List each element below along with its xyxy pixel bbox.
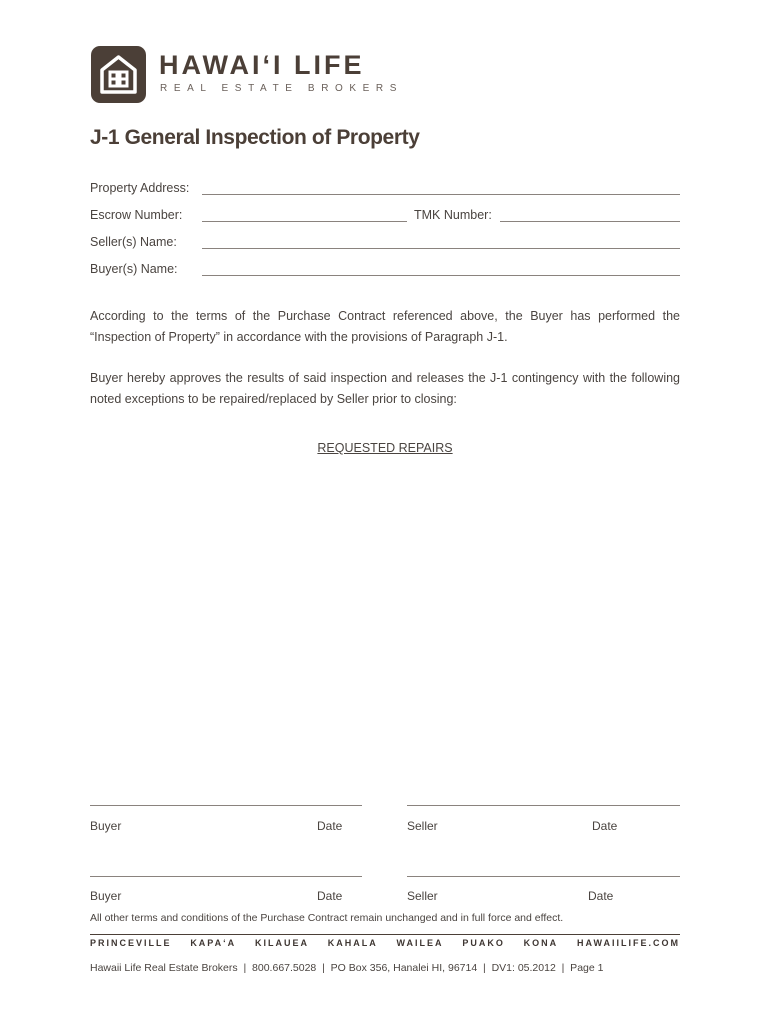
website-link[interactable]: HAWAIILIFE.COM [576,938,680,948]
paragraph-buyer-approval: Buyer hereby approves the results of said inspection and releases the J-1 contingency with the following noted exceptions to be repaired/replaced by Seller prior to closing: [90,371,680,406]
tmk-number-line[interactable] [500,221,680,222]
buyer-label-1: Buyer [90,819,122,833]
sellers-name-line[interactable] [202,248,680,249]
location-kapaa: KAPA‘A [190,938,237,948]
seller-label-1: Seller [407,819,438,833]
buyer-date-label-1: Date [317,819,343,833]
page-footer: Hawaii Life Real Estate Brokers | 800.667.5028 | PO Box 356, Hanalei HI, 96714 | DV1: 05.2012 | Page 1 [90,962,604,974]
logo-tagline: REAL ESTATE BROKERS [160,83,404,94]
escrow-number-line[interactable] [202,221,407,222]
requested-repairs-heading: REQUESTED REPAIRS [317,441,453,455]
location-kona: KONA [523,938,559,948]
house-logo-icon [91,46,146,103]
sellers-name-label: Seller(s) Name: [90,235,177,249]
buyers-name-label: Buyer(s) Name: [90,262,178,276]
paragraph-inspection-performed: According to the terms of the Purchase Contract referenced above, the Buyer has performed the “Inspection of Property” in accordance with the provisions of Paragraph J-1. [90,309,680,344]
buyer-label-2: Buyer [90,889,122,903]
location-kahala: KAHALA [327,938,378,948]
seller-date-label-2: Date [588,889,614,903]
page-title: J-1 General Inspection of Property [90,126,420,149]
property-address-label: Property Address: [90,181,190,195]
location-puako: PUAKO [462,938,505,948]
seller-label-2: Seller [407,889,438,903]
seller-signature-line-1[interactable] [407,805,680,806]
office-locations [90,938,680,948]
buyer-signature-line-1[interactable] [90,805,362,806]
buyers-name-line[interactable] [202,275,680,276]
location-princeville: PRINCEVILLE [90,938,172,948]
footer-divider [90,934,680,935]
logo-company-name: HAWAI‘I LIFE [159,50,365,80]
location-wailea: WAILEA [396,938,444,948]
contract-notice: All other terms and conditions of the Purchase Contract remain unchanged and in full force and effect. [90,912,564,924]
seller-signature-line-2[interactable] [407,876,680,877]
tmk-number-label: TMK Number: [414,208,492,222]
location-kilauea: KILAUEA [254,938,309,948]
buyer-signature-line-2[interactable] [90,876,362,877]
escrow-number-label: Escrow Number: [90,208,183,222]
property-address-line[interactable] [202,194,680,195]
buyer-date-label-2: Date [317,889,343,903]
company-logo [91,46,404,104]
seller-date-label-1: Date [592,819,618,833]
